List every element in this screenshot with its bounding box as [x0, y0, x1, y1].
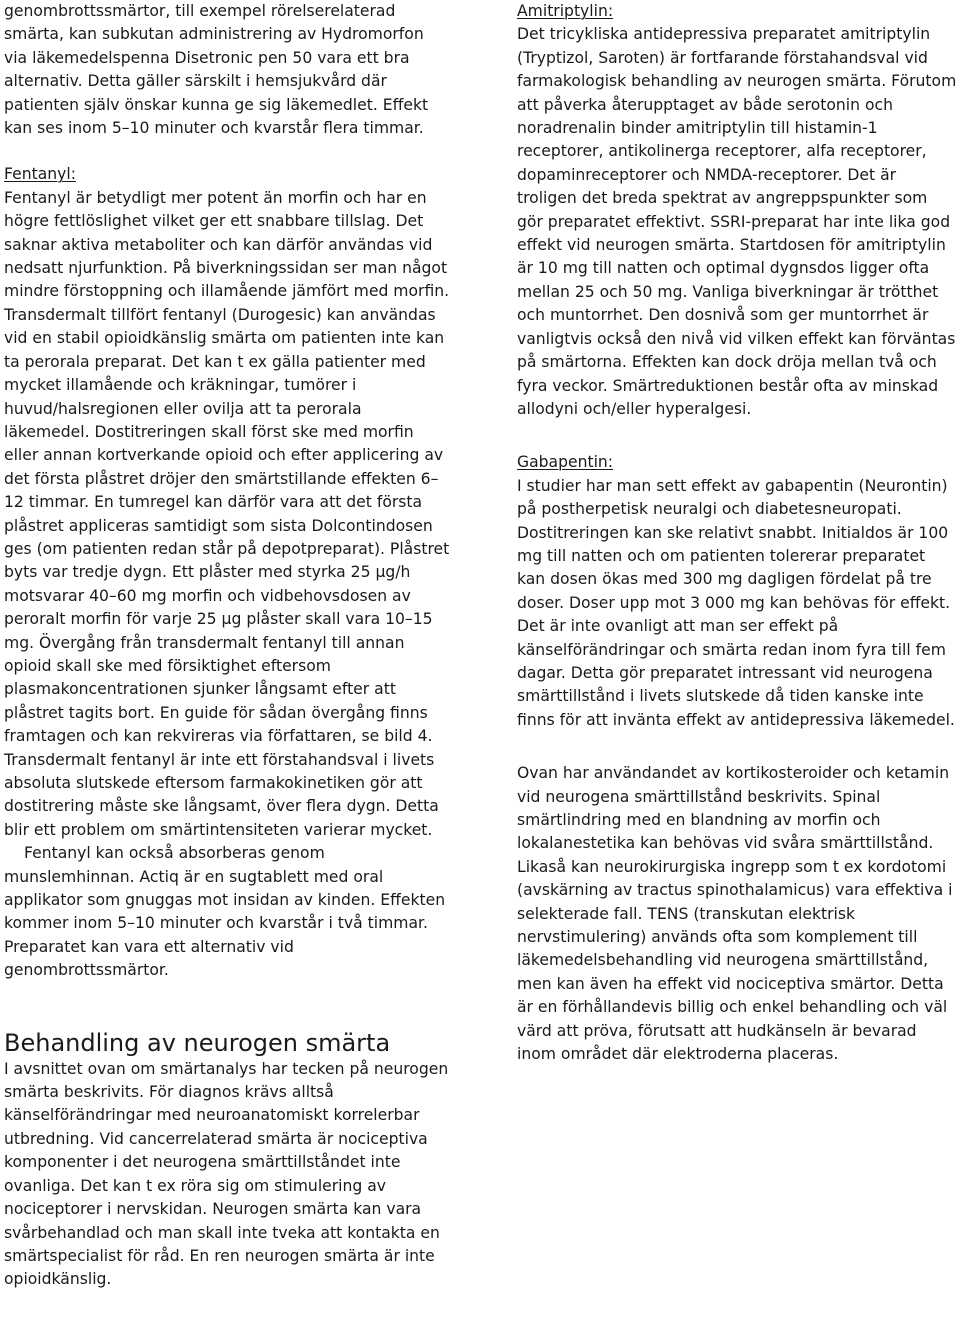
- fentanyl-heading: Fentanyl:: [4, 165, 76, 184]
- neurogen-section-heading: Behandling av neurogen smärta: [4, 1028, 391, 1057]
- neurogen-paragraph: I avsnittet ovan om smärtanalys har tecken på neurogen smärta beskrivits. För diagnos krävs alltså känselförändringar med neuroanatomiskt korrelerbar utbredning. Vid cancerrelaterad smärta är nociceptiva komponenter i det neurogena smärttillståndet inte ovanliga. Det kan t ex röra sig om stimulering av nociceptorer i nervskidan. Neurogen smärta kan vara svårbehandlad och man skall inte tveka att kontakta en smärtspecialist för råd. En ren neurogen smärta är inte opioidkänslig.: [4, 1059, 449, 1289]
- right-column: [517, 0, 957, 1066]
- closing-paragraph: Ovan har användandet av kortikosteroider och ketamin vid neurogena smärttillstånd beskrivits. Spinal smärtlindring med en blandning av morfin och lokalanestetika kan behövas vid svåra smärttillstånd. Likaså kan neurokirurgiska ingrepp som t ex kordotomi (avskärning av tractus spinothalamicus) vara effektiva i selekterade fall. TENS (transkutan elektrisk nervstimulering) används ofta som komplement till läkemedelsbehandling vid neurogena smärttillstånd, men kan även ha effekt vid nociceptiva smärtor. Detta är en förhållandevis billig och enkel behandling och väl värd att pröva, förutsatt att hudkänseln är bevarad inom området där elektroderna placeras.: [517, 764, 953, 1064]
- fentanyl-paragraph-1: Fentanyl är betydligt mer potent än morfin och har en högre fettlöslighet vilket ger ett snabbare tillslag. Det saknar aktiva metaboliter och kan därför användas vid nedsatt njurfunktion. På biverkningssidan ser man något mindre förstoppning och illamående jämfört med morfin. Transdermalt tillfört fentanyl (Durogesic) kan användas vid en stabil opioidkänslig smärta om patienten inte kan ta perorala preparat. Det kan t ex gälla patienter med mycket illamående och kräkningar, tumörer i huvud/halsregionen eller ovilja att ta perorala läkemedel. Dostitreringen skall först ske med morfin eller annan kortverkande opioid och efter applicering av det första plåstret dröjer den smärtstillande effekten 6–12 timmar. En tumregel kan därför vara att det första plåstret appliceras samtidigt som sista Dolcontindosen ges (om patienten redan står på depotpreparat). Plåstret byts var tredje dygn. Ett plåster med styrka 25 µg/h motsvarar 40–60 mg morfin och vidbehovsdosen av peroralt morfin för varje 25 µg plåster skall vara 10–15 mg. Övergång från transdermalt fentanyl till annan opioid skall ske med försiktighet eftersom plasmakoncentrationen sjunker långsamt efter att plåstret tagits bort. En guide för sådan övergång finns framtagen och kan rekvireras via författaren, se bild 4. Transdermalt fentanyl är inte ett förstahandsval i livets absoluta slutskede eftersom farmakokinetiken gör att dostitrering måste ske långsamt, över flera dygn. Detta blir ett problem om smärtintensiteten varierar mycket.: [4, 188, 450, 839]
- amitriptylin-heading: Amitriptylin:: [517, 2, 614, 20]
- fentanyl-paragraph-2: Fentanyl kan också absorberas genom munslemhinnan. Actiq är en sugtablett med oral applikator som gnuggas mot insidan av kinden. Effekten kommer inom 5–10 minuter och kvarstår i två timmar. Preparatet kan vara ett alternativ vid genombrottssmärtor.: [4, 844, 446, 980]
- left-column: [4, 0, 450, 1292]
- opening-paragraph: genombrottssmärtor, till exempel rörelserelaterad smärta, kan subkutan administrering av Hydromorfon via läkemedelspenna Disetronic pen 50 vara ett bra alternativ. Detta gäller särskilt i hemsjukvård där patienten själv önskar kunna ge sig läkemedlet. Effekt kan ses inom 5–10 minuter och kvarstår flera timmar.: [4, 2, 429, 138]
- amitriptylin-paragraph: Det tricykliska antidepressiva preparatet amitriptylin (Tryptizol, Saroten) är fortfarande förstahandsval vid farmakologisk behandling av neurogen smärta. Förutom att påverka återupptaget av både serotonin och noradrenalin binder amitriptylin till histamin-1 receptorer, antikolinerga receptorer, alfa receptorer, dopaminreceptorer och NMDA-receptorer. Det är troligen det breda spektrat av angreppspunkter som gör preparatet effektivt. SSRI-preparat har inte lika god effekt vid neurogen smärta. Startdosen för amitriptylin är 10 mg till natten och optimal dygnsdos ligger ofta mellan 25 och 50 mg. Vanliga biverkningar är trötthet och muntorrhet. Den dosnivå som ger muntorrhet är vanligtvis också den nivå vid vilken effekt kan förväntas på smärtorna. Effekten kan dock dröja mellan två och fyra veckor. Smärtreduktionen består ofta av minskad allodyni och/eller hyperalgesi.: [517, 25, 957, 418]
- gabapentin-paragraph: I studier har man sett effekt av gabapentin (Neurontin) på postherpetisk neuralgi och diabetesneuropati. Dostitreringen kan ske relativt snabbt. Initialdos är 100 mg till natten och om patienten tolererar preparatet kan dosen ökas med 300 mg dagligen fördelat på tre doser. Doser upp mot 3 000 mg kan behövas för effekt. Det är inte ovanligt att man ser effekt på känselförändringar och smärta redan inom fyra till fem dagar. Detta gör preparatet intressant vid neurogena smärttillstånd i livets slutskede då tiden kanske inte finns för att invänta effekt av antidepressiva läkemedel.: [517, 476, 955, 729]
- gabapentin-heading: Gabapentin:: [517, 453, 614, 472]
